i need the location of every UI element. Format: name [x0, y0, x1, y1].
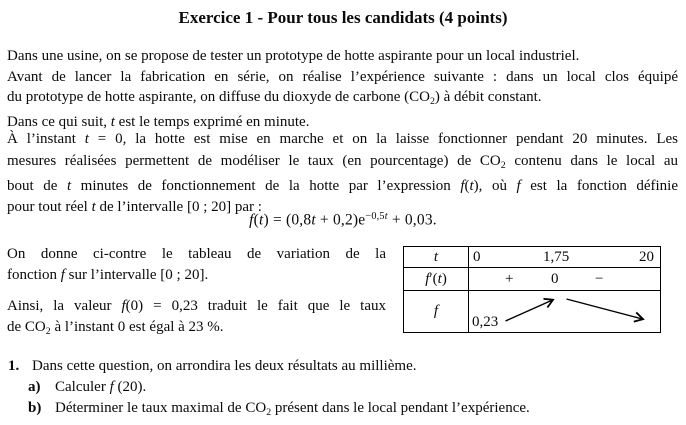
exercise-title: Exercice 1 - Pour tous les candidats (4 points) — [178, 8, 508, 27]
function-formula: $f(t) = (0,8t + 0,2)e^{-0,5t} + 0,03$. — [249, 211, 437, 229]
table-row-fprime — [404, 267, 660, 290]
question-text: Calculer f (20). — [55, 379, 147, 395]
cell-fprime-label: f ′( t ) — [404, 268, 469, 290]
text-line: fonction f sur l’intervalle [0 ; 20]. — [7, 267, 209, 283]
question-1b — [28, 398, 680, 423]
question-1 — [8, 356, 680, 377]
sign-plus: + — [505, 271, 514, 287]
variation-table — [403, 246, 661, 333]
question-text: Déterminer le taux maximal de $CO_2$ présent dans le local pendant l’expérience. — [55, 400, 530, 418]
cell-t-values — [469, 247, 660, 267]
arrow-up-icon — [506, 300, 553, 321]
experiment-paragraph — [7, 129, 678, 219]
cell-t-label: t — [404, 247, 469, 267]
text-line: Dans une usine, on se propose de tester un prototype de hotte aspirante pour un local industriel. — [7, 48, 580, 64]
question-1a — [28, 377, 680, 398]
intro-paragraph — [7, 46, 678, 133]
text-line: À l’instant t = 0, la hotte est mise en marche et on la laisse fonctionner pendant 20 minutes. Les — [7, 131, 678, 147]
sign-zero: 0 — [551, 271, 559, 287]
sign-minus: − — [595, 271, 604, 287]
questions-block — [8, 356, 680, 423]
t-value-0: 0 — [473, 249, 481, 265]
variation-arrows-icon — [469, 291, 660, 332]
question-number: b) — [28, 400, 42, 416]
question-text: Dans cette question, on arrondira les deux résultats au millième. — [32, 358, 417, 374]
question-number: a) — [28, 379, 41, 395]
text-line: On donne ci-contre le tableau de variation de la — [7, 246, 386, 262]
cell-fprime-signs — [469, 268, 660, 290]
cell-f-label: f — [404, 291, 469, 332]
text-line: bout de t minutes de fonctionnement de la hotte par l’expression f(t), où f est la fonction définie — [7, 177, 679, 194]
t-value-20: 20 — [639, 249, 654, 265]
text-line: Ainsi, la valeur f(0) = 0,23 traduit le fait que le taux — [7, 298, 386, 314]
arrow-down-icon — [567, 299, 643, 319]
text-line: de $CO_2$ à l’instant 0 est égal à 23 %. — [7, 319, 224, 337]
table-row-f — [404, 290, 660, 332]
text-line: pour tout réel t de l’intervalle [0 ; 20] par : — [7, 199, 262, 216]
paragraph-gap — [7, 286, 386, 296]
cell-f-variations — [469, 291, 660, 332]
text-line: mesures réalisées permettent de modéliser le taux (en pourcentage) de $CO_2$ contenu dans le local au — [7, 152, 678, 171]
text-line: Dans ce qui suit, t est le temps exprimé en minute. — [7, 114, 310, 131]
table-row-t — [404, 247, 660, 267]
text-line: Avant de lancer la fabrication en série, on réalise l’expérience suivante : dans un local clos équipé — [7, 68, 678, 85]
table-side-note — [7, 244, 386, 342]
question-number: 1. — [8, 358, 20, 374]
t-value-max: 1,75 — [543, 249, 570, 265]
f-initial-value: 0,23 — [472, 314, 499, 330]
text-line: du prototype de hotte aspirante, on diffuse du dioxyde de carbone $(CO_2)$ à débit constant. — [7, 89, 542, 107]
